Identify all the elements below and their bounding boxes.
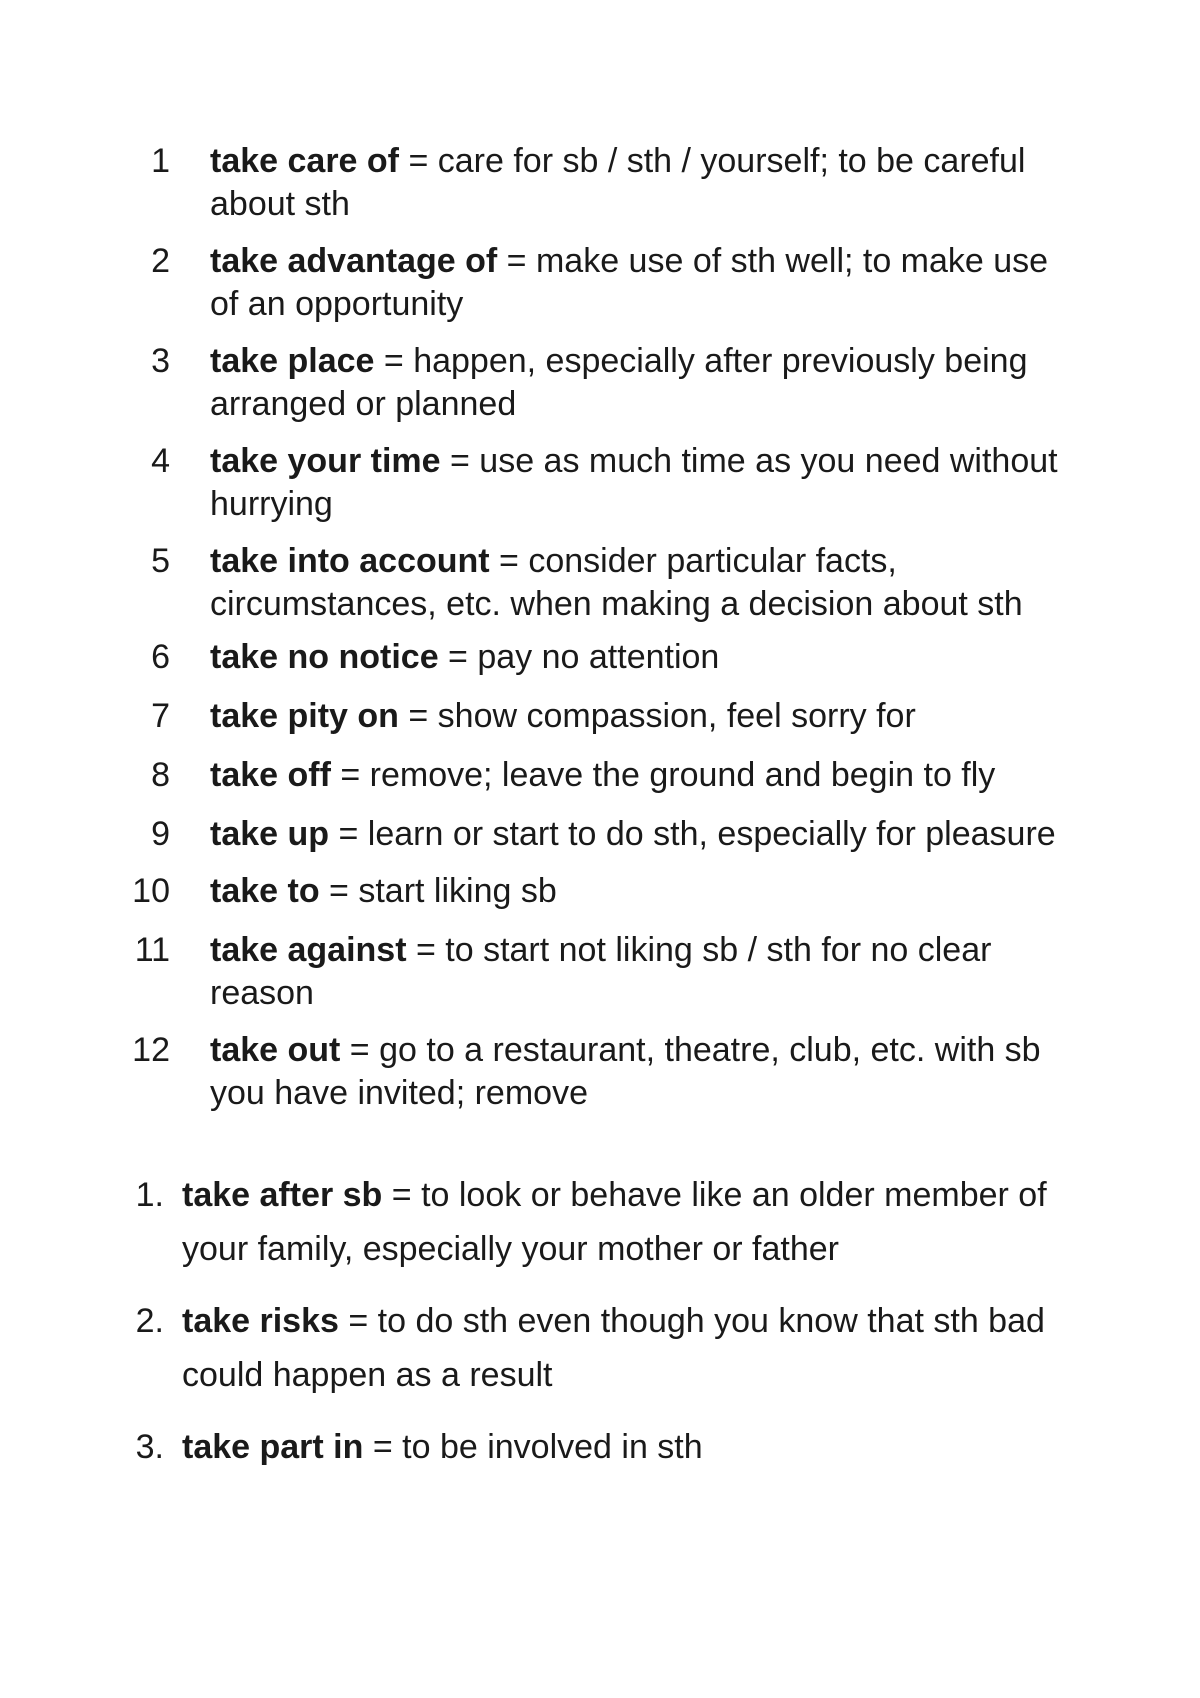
item-number: 8 — [151, 756, 170, 794]
list-item — [100, 636, 1080, 679]
item-term: take up — [210, 815, 330, 853]
item-text — [210, 929, 1080, 1015]
item-text — [210, 140, 1080, 226]
item-term: take place — [210, 342, 375, 380]
item-term: take out — [210, 1031, 341, 1069]
item-term: take against — [210, 931, 407, 969]
item-number: 12 — [132, 1031, 170, 1069]
item-text — [210, 695, 1080, 738]
item-text — [182, 1420, 1062, 1474]
item-definition: = to be involved in sth — [363, 1428, 703, 1466]
item-definition: = make use of sth well; to make use of an opportunity — [210, 242, 1049, 323]
list-item — [100, 1420, 1080, 1474]
item-text — [182, 1168, 1062, 1276]
item-term: take no notice — [210, 638, 439, 676]
item-text — [210, 240, 1080, 326]
item-term: take off — [210, 756, 331, 794]
phrase-list-numbered — [100, 140, 1080, 1115]
item-term: take advantage of — [210, 242, 498, 280]
list-item — [100, 1029, 1080, 1115]
item-text — [210, 540, 1080, 626]
item-definition: = use as much time as you need without hurrying — [210, 442, 1058, 523]
item-term: take risks — [182, 1302, 339, 1340]
item-term: take after sb — [182, 1176, 383, 1214]
item-number: 1. — [135, 1176, 164, 1214]
item-number: 2. — [135, 1302, 164, 1340]
item-definition: = consider particular facts, circumstances, etc. when making a decision about sth — [210, 542, 1023, 623]
item-number: 5 — [151, 542, 170, 580]
item-text — [182, 1294, 1062, 1402]
item-definition: = remove; leave the ground and begin to fly — [330, 756, 996, 794]
item-term: take part in — [182, 1428, 364, 1466]
item-number: 10 — [132, 872, 170, 910]
item-number: 2 — [151, 242, 170, 280]
item-text — [210, 440, 1080, 526]
list-item — [100, 754, 1080, 797]
item-definition: = learn or start to do sth, especially for pleasure — [329, 815, 1056, 853]
item-definition: = start liking sb — [319, 872, 557, 910]
item-term: take your time — [210, 442, 441, 480]
item-text — [210, 340, 1080, 426]
list-item — [100, 1294, 1080, 1402]
item-definition: = to start not liking sb / sth for no clear reason — [210, 931, 992, 1012]
list-item — [100, 140, 1080, 226]
item-text — [210, 1029, 1080, 1115]
item-definition: = to do sth even though you know that sth bad could happen as a result — [182, 1302, 1045, 1394]
list-item — [100, 870, 1080, 913]
item-number: 11 — [134, 931, 170, 969]
item-term: take into account — [210, 542, 490, 580]
item-text — [210, 754, 1080, 797]
item-text — [210, 813, 1080, 856]
list-item — [100, 240, 1080, 326]
list-item — [100, 813, 1080, 856]
list-item — [100, 929, 1080, 1015]
item-term: take care of — [210, 142, 399, 180]
item-definition: = happen, especially after previously being arranged or planned — [210, 342, 1028, 423]
item-term: take to — [210, 872, 320, 910]
list-item — [100, 695, 1080, 738]
list-item — [100, 1168, 1080, 1276]
item-definition: = pay no attention — [438, 638, 720, 676]
item-definition: = to look or behave like an older member of your family, especially your mother or father — [182, 1176, 1047, 1268]
item-text — [210, 870, 1080, 913]
list-item — [100, 340, 1080, 426]
list-item — [100, 440, 1080, 526]
item-number: 3. — [135, 1428, 164, 1466]
item-number: 9 — [151, 815, 170, 853]
item-text — [210, 636, 1080, 679]
phrase-list-dotted — [100, 1168, 1080, 1474]
item-number: 4 — [151, 442, 170, 480]
item-number: 6 — [151, 638, 170, 676]
item-definition: = care for sb / sth / yourself; to be careful about sth — [210, 142, 1026, 223]
item-definition: = show compassion, feel sorry for — [398, 697, 916, 735]
item-number: 1 — [151, 142, 170, 180]
list-item — [100, 540, 1080, 626]
item-number: 3 — [151, 342, 170, 380]
item-definition: = go to a restaurant, theatre, club, etc. with sb you have invited; remove — [210, 1031, 1041, 1112]
item-number: 7 — [151, 697, 170, 735]
item-term: take pity on — [210, 697, 399, 735]
